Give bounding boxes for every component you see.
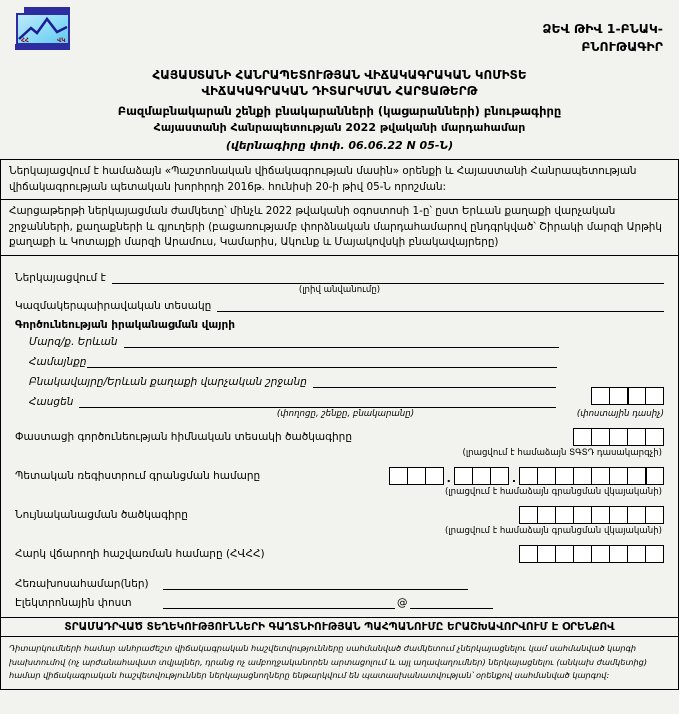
phone-input-line[interactable] [163, 576, 468, 590]
id-code-hint: (լրացվում է համաձայն գրանցման վկայականի) [444, 526, 662, 537]
code-cell[interactable] [591, 387, 610, 405]
code-cell[interactable] [609, 428, 628, 446]
field-row-activity-code [15, 428, 664, 446]
code-cell[interactable] [645, 387, 664, 405]
activity-code-label: Փաստացի գործունեության հիմնական տեսակի ծածկագիրը [15, 431, 352, 444]
register-dot-1: . [446, 472, 451, 486]
code-cell[interactable] [609, 545, 628, 563]
code-cell[interactable] [627, 428, 646, 446]
code-cell[interactable] [472, 467, 491, 485]
email-label: Էլեկտրոնային փոստ [15, 597, 132, 610]
code-cell[interactable] [645, 506, 664, 524]
phone-label: Հեռախոսահամար(ներ) [15, 578, 149, 591]
field-row-id-code [15, 506, 664, 524]
code-cell[interactable] [627, 506, 646, 524]
legal-type-input-line[interactable] [217, 298, 664, 312]
field-row-settlement [29, 374, 556, 388]
form-header-top [0, 0, 679, 58]
code-cell[interactable] [627, 545, 646, 563]
code-cell[interactable] [519, 545, 538, 563]
code-cell[interactable] [425, 467, 444, 485]
code-cell[interactable] [609, 387, 628, 405]
address-zone [15, 368, 664, 419]
email-at-symbol: @ [397, 597, 408, 610]
code-cell[interactable] [555, 467, 574, 485]
settlement-input-line[interactable] [313, 374, 556, 388]
settlement-label: Բնակավայրը/Երևան քաղաքի վարչական շրջանը [29, 376, 307, 389]
code-cell[interactable] [490, 467, 509, 485]
code-cell[interactable] [609, 506, 628, 524]
community-label: Համայնքը [29, 356, 87, 369]
deadline-notice: Հարցաթերթի ներկայացման ժամկետը՝ մինչև 2022 թվականի օգոստոսի 1-ը՝ ըստ Երևան քաղաքի վարչական շրջանների, քաղաքների և գյուղերի (բացառությամբ փորձնական մարդահամարով ընդգրկված՝ Շիրակի մարզի Արթիկ քաղաքի և Կոտայքի մարզի Արամուս, Կամարիս, Ակունք և Մայակովսկի բնակավայրերը) [0, 199, 679, 255]
email-domain-input-line[interactable] [410, 595, 493, 609]
register-number-groups [389, 467, 664, 485]
svg-text:ՎԿ: ՎԿ [57, 37, 66, 44]
code-cell[interactable] [519, 467, 538, 485]
code-cell[interactable] [591, 545, 610, 563]
field-row-presented-by [15, 270, 664, 284]
address-left-column [15, 368, 556, 419]
community-input-line[interactable] [87, 354, 557, 368]
register-number-label: Պետական ռեգիստրում գրանցման համարը [15, 470, 261, 483]
location-section-heading: Գործունեության իրականացման վայրի [15, 319, 235, 332]
code-cell[interactable] [573, 506, 592, 524]
postal-code-cells [591, 387, 664, 405]
code-cell[interactable] [591, 428, 610, 446]
code-cell[interactable] [537, 545, 556, 563]
presented-by-label: Ներկայացվում է [15, 272, 106, 285]
committee-title: ՀԱՅԱՍՏԱՆԻ ՀԱՆՐԱՊԵՏՈՒԹՅԱՆ ՎԻՃԱԿԱԳՐԱԿԱՆ ԿՈՄԻՏԵ [152, 68, 527, 82]
field-row-legal-type [15, 298, 664, 312]
census-title: Հայաստանի Հանրապետության 2022 թվականի մարդահամար [153, 121, 526, 134]
code-cell[interactable] [537, 506, 556, 524]
field-row-region [29, 334, 664, 348]
form-code-line2: ԲՆՈՒԹԱԳԻՐ [581, 38, 663, 54]
field-row-community [29, 354, 664, 368]
form-code [542, 20, 663, 55]
code-cell[interactable] [573, 428, 592, 446]
address-input-line[interactable] [79, 394, 556, 408]
field-row-address [29, 394, 556, 408]
id-code-cells [519, 506, 664, 524]
questionnaire-title: ՎԻՃԱԿԱԳՐԱԿԱՆ ԴԻՏԱՐԿՄԱՆ ՀԱՐՑԱԹԵՐԹ [201, 84, 478, 98]
confidentiality-banner: ՏՐԱՄԱԴՐՎԱԾ ՏԵՂԵԿՈՒԹՅՈՒՆՆԵՐԻ ԳԱՂՏՆԻՈՒԹՅԱՆ ՊԱՀՊԱՆՈՒՄԸ ԵՐԱՇԽԱՎՈՐՎՈՒՄ Է ՕՐԵՆՔՈՎ [0, 617, 679, 636]
postal-code-column [556, 368, 664, 419]
address-label: Հասցեն [29, 396, 74, 409]
code-cell[interactable] [389, 467, 408, 485]
field-row-register-number [15, 467, 664, 485]
code-cell[interactable] [609, 467, 628, 485]
penalty-note: Դիտարկումների համար անհրաժեշտ վիճակագրական հաշվետվությունները սահմանված ժամկետում չներկայացնելու կամ սահմանված կարգի խախտումով (ոչ արժանահավատ տվյալներ, դրանց ոչ ամբողջականորեն արտացոլում և այլ աղավաղումներ) ներկայացնելու (անկախ ժամկետից) համար վիճակագրական հաշվետվություններ ներկայացնողները ենթարկվում են պատասխանատվության՝ օրենքով սահմանված կարգով: [0, 636, 679, 690]
legal-type-label: Կազմակերպաիրավական տեսակը [15, 300, 212, 313]
register-number-hint: (լրացվում է համաձայն գրանցման վկայականի) [444, 487, 662, 498]
presented-by-input-line[interactable] [112, 270, 664, 284]
activity-code-cells [573, 428, 664, 446]
id-code-label: Նույնականացման ծածկագիրը [15, 509, 188, 522]
field-row-email [15, 595, 664, 609]
address-hint: (փողոցը, շենքը, բնակարանը) [276, 409, 415, 420]
armstat-logo [14, 6, 76, 58]
code-cell[interactable] [645, 428, 664, 446]
field-row-phone [15, 576, 664, 590]
register-cells-group2 [454, 467, 509, 485]
field-row-tin [15, 545, 664, 563]
tin-cells [519, 545, 664, 563]
amendment-note: (վերնագիրը փոփ. 06.06.22 N 05-Ն) [225, 139, 454, 152]
code-cell[interactable] [573, 545, 592, 563]
code-cell[interactable] [591, 467, 610, 485]
svg-text:ՀՀ: ՀՀ [21, 37, 29, 44]
form-code-line1: ՁԵՎ ԹԻՎ 1-ԲՆԱԿ- [542, 21, 663, 36]
email-local-input-line[interactable] [163, 595, 395, 609]
code-cell[interactable] [645, 545, 664, 563]
region-label: Մարզ/ք. Երևան [29, 336, 118, 349]
tin-label: Հարկ վճարողի հաշվառման համարը (ՀՎՀՀ) [15, 548, 265, 561]
code-cell[interactable] [519, 506, 538, 524]
code-cell[interactable] [645, 467, 664, 485]
form-title: Բազմաբնակարան շենքի բնակարանների (կացարանների) բնութագիրը [117, 104, 562, 118]
code-cell[interactable] [627, 467, 646, 485]
register-dot-2: . [511, 472, 516, 486]
form-titles [0, 68, 679, 152]
region-input-line[interactable] [124, 334, 559, 348]
register-cells-group1 [389, 467, 444, 485]
code-cell[interactable] [407, 467, 426, 485]
legal-basis-notice: Ներկայացվում է համաձայն «Պաշտոնական վիճակագրության մասին» օրենքի և Հայաստանի Հանրապետության վիճակագրության պետական խորհրդի 2016թ. հունիսի 20-ի թիվ 05-Ն որոշման: [0, 159, 679, 199]
code-cell[interactable] [537, 467, 556, 485]
code-cell[interactable] [573, 467, 592, 485]
activity-code-hint: (լրացվում է համաձայն ՏԳՏԴ դասակարգչի) [462, 448, 662, 459]
code-cell[interactable] [627, 387, 646, 405]
code-cell[interactable] [454, 467, 473, 485]
postal-hint: (փոստային դասիչ) [576, 409, 664, 420]
register-cells-group3 [519, 467, 664, 485]
form-fields-box [0, 255, 679, 617]
full-name-hint: (լրիվ անվանումը) [298, 285, 381, 296]
code-cell[interactable] [591, 506, 610, 524]
armstat-logo-icon [14, 6, 76, 54]
code-cell[interactable] [555, 506, 574, 524]
code-cell[interactable] [555, 545, 574, 563]
